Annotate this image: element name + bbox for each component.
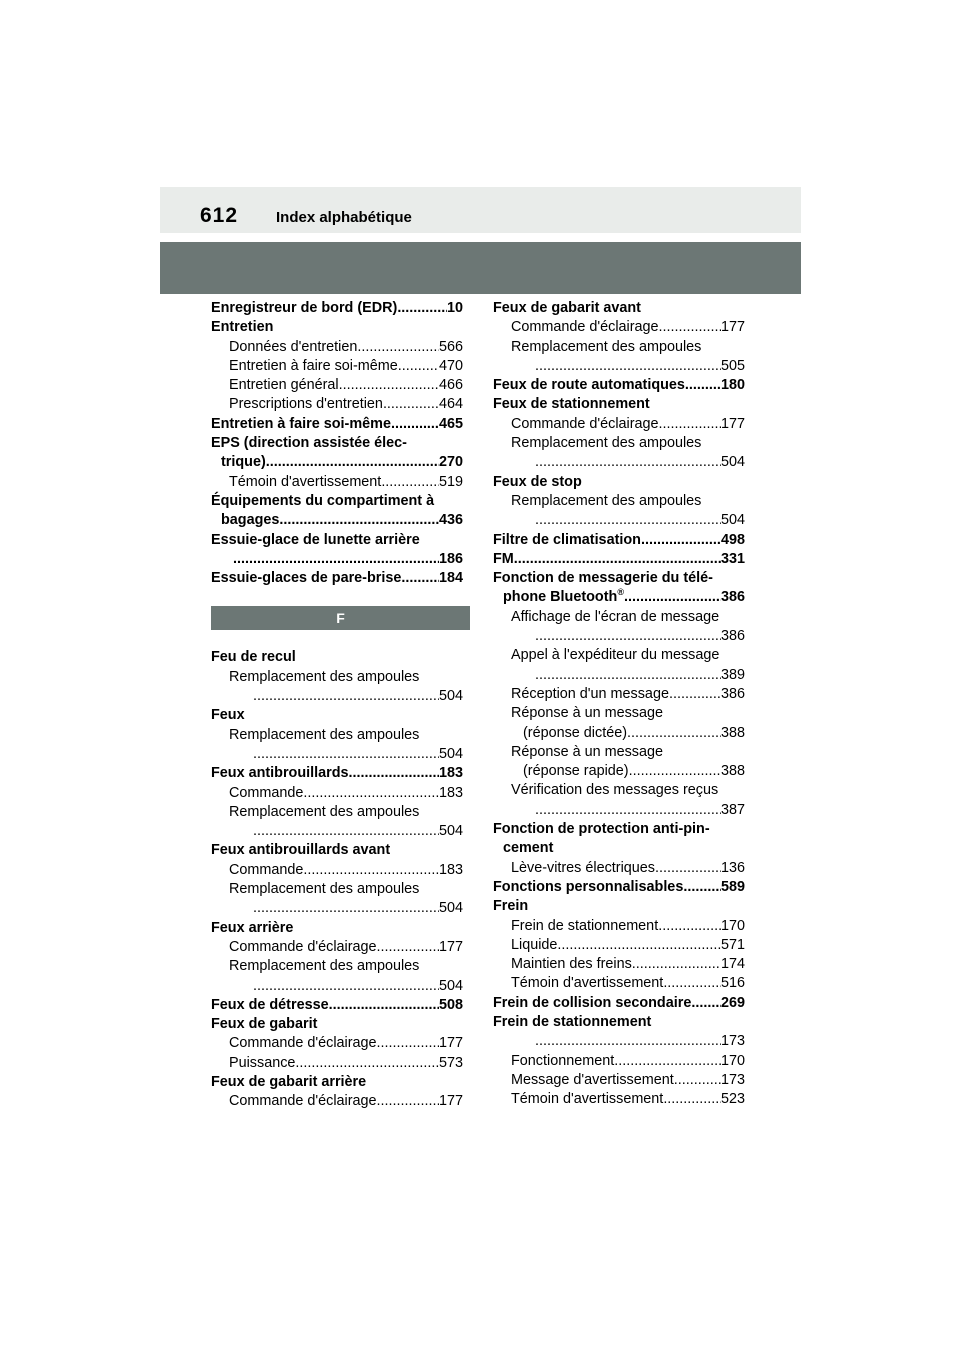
- page-reference: 183: [438, 861, 463, 878]
- dot-leader: [535, 1032, 721, 1051]
- dot-leader: [303, 784, 439, 803]
- dot-leader: [514, 550, 721, 569]
- index-column-right: [493, 299, 745, 1109]
- index-subentry: [493, 781, 745, 800]
- entry-label: Fonctions personnalisables: [493, 878, 684, 895]
- entry-label: Feux antibrouillards: [211, 765, 349, 782]
- page-reference: 470: [438, 357, 463, 374]
- dot-leader: [401, 569, 439, 588]
- index-entry: [211, 1073, 463, 1092]
- entry-label: Appel à l'expéditeur du message: [511, 647, 720, 664]
- index-entry: [493, 376, 745, 395]
- dot-leader: [535, 627, 721, 646]
- index-entry: [211, 648, 463, 667]
- page-reference: 566: [438, 338, 463, 355]
- page-reference: 466: [438, 377, 463, 394]
- dot-leader: [295, 1054, 439, 1073]
- entry-label: trique): [221, 454, 266, 471]
- dot-leader: [659, 415, 721, 434]
- entry-label: Vérification des messages reçus: [511, 782, 719, 799]
- page-reference: 519: [438, 473, 463, 490]
- index-entry: [493, 550, 745, 569]
- header-band: [160, 242, 801, 294]
- dot-leader: [253, 899, 439, 918]
- page-reference: 177: [438, 1035, 463, 1052]
- dot-leader: [535, 666, 721, 685]
- dot-leader: [377, 1092, 439, 1111]
- dot-leader: [614, 1052, 721, 1071]
- dot-leader: [303, 861, 439, 880]
- index-subentry: [211, 726, 463, 745]
- entry-label: Commande d'éclairage: [229, 1035, 377, 1052]
- dot-leader: [377, 1034, 439, 1053]
- dot-leader: [397, 299, 447, 318]
- page-reference: 180: [720, 377, 745, 394]
- page-reference: 184: [438, 570, 463, 587]
- index-subentry: [211, 1054, 463, 1073]
- entry-label: Essuie-glaces de pare-brise: [211, 570, 402, 587]
- dot-leader: [658, 917, 721, 936]
- dot-leader: [279, 511, 439, 530]
- entry-label: Témoin d'avertissement: [511, 975, 664, 992]
- entry-label: Commande d'éclairage: [511, 319, 659, 336]
- page-reference: 436: [438, 512, 463, 529]
- page-reference: 170: [720, 917, 745, 934]
- entry-label: Frein de stationnement: [493, 1013, 652, 1030]
- dot-leader: [398, 357, 439, 376]
- index-entry: [211, 706, 463, 725]
- dot-leader: [691, 994, 721, 1013]
- index-entry: [211, 434, 463, 453]
- entry-label: Frein de stationnement: [511, 917, 659, 934]
- dot-leader: [329, 996, 439, 1015]
- index-subentry: [493, 646, 745, 665]
- entry-label: Remplacement des ampoules: [229, 668, 420, 685]
- entry-label: Liquide: [511, 936, 558, 953]
- dot-leader: [535, 453, 721, 472]
- index-letter-heading: F: [211, 606, 470, 630]
- page-reference: 464: [438, 396, 463, 413]
- index-entry: [493, 897, 745, 916]
- index-entry: [211, 299, 463, 318]
- page-reference: 177: [720, 319, 745, 336]
- entry-label: Prescriptions d'entretien: [229, 396, 383, 413]
- page-reference: 498: [720, 531, 745, 548]
- entry-label: Remplacement des ampoules: [511, 435, 702, 452]
- dot-leader: [627, 724, 721, 743]
- dot-leader: [253, 687, 439, 706]
- entry-label: Lève-vitres électriques: [511, 859, 655, 876]
- index-subentry: [493, 1090, 745, 1109]
- index-subentry: [493, 318, 745, 337]
- entry-label: Fonctionnement: [511, 1052, 615, 1069]
- index-subentry: [211, 473, 463, 492]
- entry-label: Feux de gabarit: [211, 1016, 318, 1033]
- dot-leader: [655, 859, 721, 878]
- entry-label: cement: [503, 840, 554, 857]
- dot-leader: [663, 1090, 721, 1109]
- index-subentry: [211, 784, 463, 803]
- dot-leader: [253, 745, 439, 764]
- entry-label: Filtre de climatisation: [493, 531, 641, 548]
- index-subentry: [493, 762, 745, 781]
- page-reference: 183: [438, 784, 463, 801]
- entry-label: Puissance: [229, 1054, 296, 1071]
- entry-label: EPS (direction assistée élec-: [211, 435, 407, 452]
- entry-label: Commande: [229, 784, 304, 801]
- index-subentry: [211, 338, 463, 357]
- index-subentry: [493, 338, 745, 357]
- entry-label: Feu de recul: [211, 649, 296, 666]
- entry-label: Feux de détresse: [211, 996, 329, 1013]
- index-subentry: [493, 415, 745, 434]
- index-entry: [211, 919, 463, 938]
- dot-leader: [391, 415, 439, 434]
- index-entry: [211, 569, 463, 588]
- page-reference: 388: [720, 724, 745, 741]
- index-entry: [211, 841, 463, 860]
- index-entry: [211, 318, 463, 337]
- entry-label: Affichage de l'écran de message: [511, 608, 720, 625]
- index-subentry: [493, 492, 745, 511]
- entry-label: Entretien: [211, 319, 274, 336]
- index-entry: [211, 511, 463, 530]
- index-entry: [211, 492, 463, 511]
- dot-leader: [685, 376, 721, 395]
- index-subentry: [493, 627, 745, 646]
- dot-leader: [683, 878, 721, 897]
- index-subentry: [493, 724, 745, 743]
- entry-label: phone Bluetooth®: [503, 587, 624, 606]
- entry-label: Feux de route automatiques: [493, 377, 685, 394]
- index-entry: [211, 415, 463, 434]
- index-subentry: [493, 704, 745, 723]
- dot-leader: [383, 395, 439, 414]
- index-entry: [493, 395, 745, 414]
- index-entry: [211, 453, 463, 472]
- dot-leader: [629, 762, 721, 781]
- index-subentry: [493, 1071, 745, 1090]
- dot-leader: [669, 685, 721, 704]
- page-header-bar: [160, 187, 801, 233]
- page-reference: 504: [438, 900, 463, 917]
- index-subentry: [493, 859, 745, 878]
- dot-leader: [253, 977, 439, 996]
- index-subentry: [493, 666, 745, 685]
- page-reference: 183: [438, 765, 463, 782]
- entry-label: (réponse dictée): [523, 724, 627, 741]
- index-subentry: [493, 743, 745, 762]
- entry-label: Fonction de protection anti-pin-: [493, 821, 710, 838]
- dot-leader: [535, 801, 721, 820]
- entry-label: Remplacement des ampoules: [229, 958, 420, 975]
- entry-label: Témoin d'avertissement: [511, 1091, 664, 1108]
- entry-label: Commande d'éclairage: [511, 415, 659, 432]
- index-entry: [211, 764, 463, 783]
- page-reference: 174: [720, 956, 745, 973]
- page-reference: 170: [720, 1052, 745, 1069]
- entry-label: Réponse à un message: [511, 705, 664, 722]
- entry-label: Remplacement des ampoules: [511, 338, 702, 355]
- dot-leader: [357, 338, 439, 357]
- entry-label: Message d'avertissement: [511, 1071, 674, 1088]
- index-subentry: [493, 974, 745, 993]
- entry-label: Remplacement des ampoules: [229, 881, 420, 898]
- index-subentry: [493, 955, 745, 974]
- page-reference: 173: [720, 1033, 745, 1050]
- dot-leader: [233, 550, 439, 569]
- dot-leader: [535, 357, 721, 376]
- index-subentry: [211, 376, 463, 395]
- registered-mark: ®: [617, 587, 624, 598]
- index-subentry: [211, 357, 463, 376]
- page-reference: 136: [720, 859, 745, 876]
- entry-label: Feux de gabarit arrière: [211, 1073, 367, 1090]
- index-subentry: [493, 1032, 745, 1051]
- entry-label: Remplacement des ampoules: [511, 492, 702, 509]
- index-subentry: [493, 357, 745, 376]
- page-reference: 388: [720, 763, 745, 780]
- index-subentry: [211, 745, 463, 764]
- page-reference: 504: [720, 454, 745, 471]
- index-subentry: [211, 803, 463, 822]
- entry-label: Réponse à un message: [511, 743, 664, 760]
- page-reference: 465: [438, 415, 463, 432]
- entry-label: Témoin d'avertissement: [229, 473, 382, 490]
- index-subentry: [493, 453, 745, 472]
- index-entry: [493, 299, 745, 318]
- entry-label: Commande: [229, 861, 304, 878]
- page-reference: 516: [720, 975, 745, 992]
- entry-label: Maintien des freins: [511, 956, 632, 973]
- index-entry: [493, 1013, 745, 1032]
- index-entry: [493, 588, 745, 607]
- index-entry: [493, 878, 745, 897]
- entry-label: Données d'entretien: [229, 338, 358, 355]
- index-subentry: [211, 668, 463, 687]
- index-subentry: [211, 938, 463, 957]
- page-reference: 589: [720, 878, 745, 895]
- entry-label: Frein de collision secondaire: [493, 994, 692, 1011]
- entry-label: Commande d'éclairage: [229, 1093, 377, 1110]
- page-reference: 523: [720, 1091, 745, 1108]
- index-entry: [211, 996, 463, 1015]
- page-reference: 270: [438, 454, 463, 471]
- page-reference: 386: [720, 685, 745, 702]
- entry-label: Frein: [493, 898, 529, 915]
- entry-label: Feux de stop: [493, 473, 582, 490]
- section-title: Index alphabétique: [276, 209, 412, 226]
- page-reference: 186: [438, 550, 463, 567]
- index-subentry: [211, 1034, 463, 1053]
- page-reference: 177: [438, 938, 463, 955]
- index-subentry: [211, 899, 463, 918]
- index-entry: [493, 531, 745, 550]
- dot-leader: [663, 974, 721, 993]
- page-reference: 269: [720, 994, 745, 1011]
- index-subentry: [211, 977, 463, 996]
- entry-label: bagages: [221, 512, 280, 529]
- page-reference: 386: [720, 589, 745, 606]
- entry-label: Feux de stationnement: [493, 396, 650, 413]
- entry-label: (réponse rapide): [523, 763, 629, 780]
- dot-leader: [253, 822, 439, 841]
- index-subentry: [493, 1052, 745, 1071]
- entry-label: Feux antibrouillards avant: [211, 842, 391, 859]
- index-subentry: [493, 434, 745, 453]
- index-subentry: [493, 936, 745, 955]
- entry-label: Enregistreur de bord (EDR): [211, 300, 398, 316]
- entry-label: Entretien général: [229, 377, 339, 394]
- index-subentry: [211, 880, 463, 899]
- index-subentry: [211, 395, 463, 414]
- index-subentry: [211, 687, 463, 706]
- index-entry: [493, 994, 745, 1013]
- index-subentry: [211, 822, 463, 841]
- dot-leader: [535, 511, 721, 530]
- page-reference: 508: [438, 996, 463, 1013]
- entry-label: Commande d'éclairage: [229, 938, 377, 955]
- page-reference: 387: [720, 801, 745, 818]
- page-reference: 10: [446, 300, 463, 316]
- index-subentry: [493, 801, 745, 820]
- page-reference: 177: [720, 415, 745, 432]
- page-reference: 504: [438, 688, 463, 705]
- page-reference: 504: [438, 823, 463, 840]
- dot-leader: [339, 376, 439, 395]
- dot-leader: [557, 936, 721, 955]
- entry-label: FM: [493, 550, 514, 567]
- entry-label: Entretien à faire soi-même: [211, 415, 391, 432]
- entry-label: Remplacement des ampoules: [229, 803, 420, 820]
- page-reference: 331: [720, 550, 745, 567]
- page-reference: 504: [720, 512, 745, 529]
- entry-label: Feux arrière: [211, 919, 294, 936]
- page-reference: 573: [438, 1054, 463, 1071]
- entry-label: Fonction de messagerie du télé-: [493, 570, 713, 587]
- page-reference: 505: [720, 357, 745, 374]
- index-entry: [493, 473, 745, 492]
- index-subentry: [493, 917, 745, 936]
- entry-label: Feux de gabarit avant: [493, 300, 641, 316]
- page-reference: 504: [438, 977, 463, 994]
- page-reference: 389: [720, 666, 745, 683]
- page-reference: 386: [720, 628, 745, 645]
- index-entry: [493, 839, 745, 858]
- dot-leader: [381, 473, 439, 492]
- dot-leader: [632, 955, 721, 974]
- index-subentry: [211, 1092, 463, 1111]
- dot-leader: [377, 938, 439, 957]
- index-subentry: [211, 957, 463, 976]
- index-column-left: [211, 299, 463, 1112]
- index-subentry: [493, 511, 745, 530]
- dot-leader: [266, 453, 439, 472]
- index-entry: [493, 569, 745, 588]
- entry-label: Feux: [211, 707, 245, 724]
- index-entry: [211, 531, 463, 550]
- dot-leader: [349, 764, 439, 783]
- entry-label: Équipements du compartiment à: [211, 492, 435, 509]
- page-reference: 177: [438, 1093, 463, 1110]
- page-reference: 173: [720, 1071, 745, 1088]
- page-reference: 571: [720, 936, 745, 953]
- entry-label: Remplacement des ampoules: [229, 726, 420, 743]
- entry-label: Essuie-glace de lunette arrière: [211, 531, 420, 548]
- dot-leader: [624, 588, 721, 607]
- entry-label: Réception d'un message: [511, 685, 669, 702]
- index-entry: [211, 1015, 463, 1034]
- index-subentry: [493, 685, 745, 704]
- dot-leader: [641, 531, 721, 550]
- index-subentry: [211, 861, 463, 880]
- page-number: 612: [200, 204, 239, 227]
- index-entry: [493, 820, 745, 839]
- dot-leader: [674, 1071, 721, 1090]
- index-subentry: [493, 608, 745, 627]
- page-reference: 504: [438, 745, 463, 762]
- entry-label: Entretien à faire soi-même: [229, 357, 398, 374]
- index-entry: [211, 550, 463, 569]
- dot-leader: [659, 318, 721, 337]
